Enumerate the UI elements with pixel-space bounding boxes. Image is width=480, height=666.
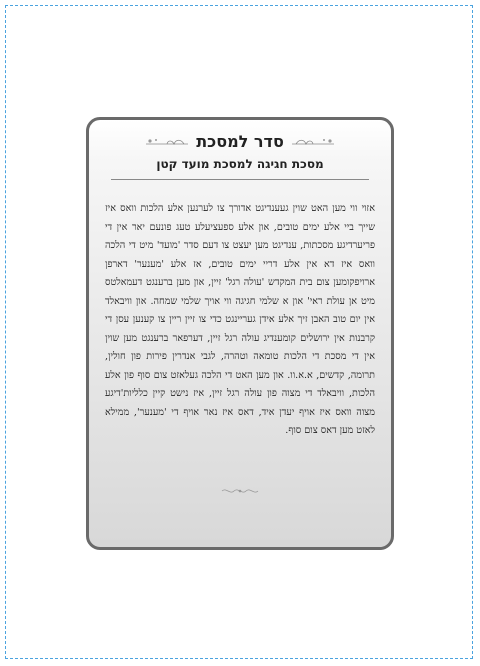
- flourish-left-icon: [290, 135, 336, 149]
- header-divider: [111, 179, 369, 180]
- card-title: סדר למסכת: [196, 132, 284, 151]
- card-header: [89, 132, 391, 171]
- ornamental-flourish-icon: [89, 487, 391, 498]
- card-subtitle: מסכת חגיגה למסכת מועד קטן: [156, 157, 324, 171]
- title-row: [89, 132, 391, 151]
- flourish-right-icon: [144, 135, 190, 149]
- info-card: [86, 117, 394, 550]
- card-body-text: אזוי ווי מען האט שוין געענדיגט אדורך צו לערנען אלע הלכות וואס איז שייך ביי אלע ימים טובים, און אלע ספעציעלע טעג פונעם יאר אין די פריערדיגע מסכתות, ענדיגט מען יעצט צו דעם סדר 'מועד' מיט די הלכה וואס איז דא אין אלע דריי ימים טובים, אז אלע 'מענער' דארפן ארויפקומען צום בית המקדש 'עולה רגל' זיין, און מען ברענגט דעמאלטס מיט אן עולת ראי' און א שלמי חגיגה ווי אויך שלמי שמחה. און וויבאלד אין יום טוב האבן זיך אלע אידן געריינגט כדי צו זיין ריין צו קענען עסן די קרבנות אין ירושלים קומענדיג עולה רגל זיין, דערפאר ברענגט מען שוין אין די מסכת די הלכות טומאה וטהרה, לגבי אנדרין פירות פון חולין, תרומה, קדשים, א.א.וו. און מען האט די הלכה געלאזט צום סוף פון אלע הלכות, וויבאלד די מצוה פון עולה רגל זיין, איז נישט קיין כלליות'דיגע מצוה וואס איז אויף יעדן איד, דאס איז נאר אויף די 'מענער', ממילא לאזט מען דאס צום סוף.: [105, 203, 375, 436]
